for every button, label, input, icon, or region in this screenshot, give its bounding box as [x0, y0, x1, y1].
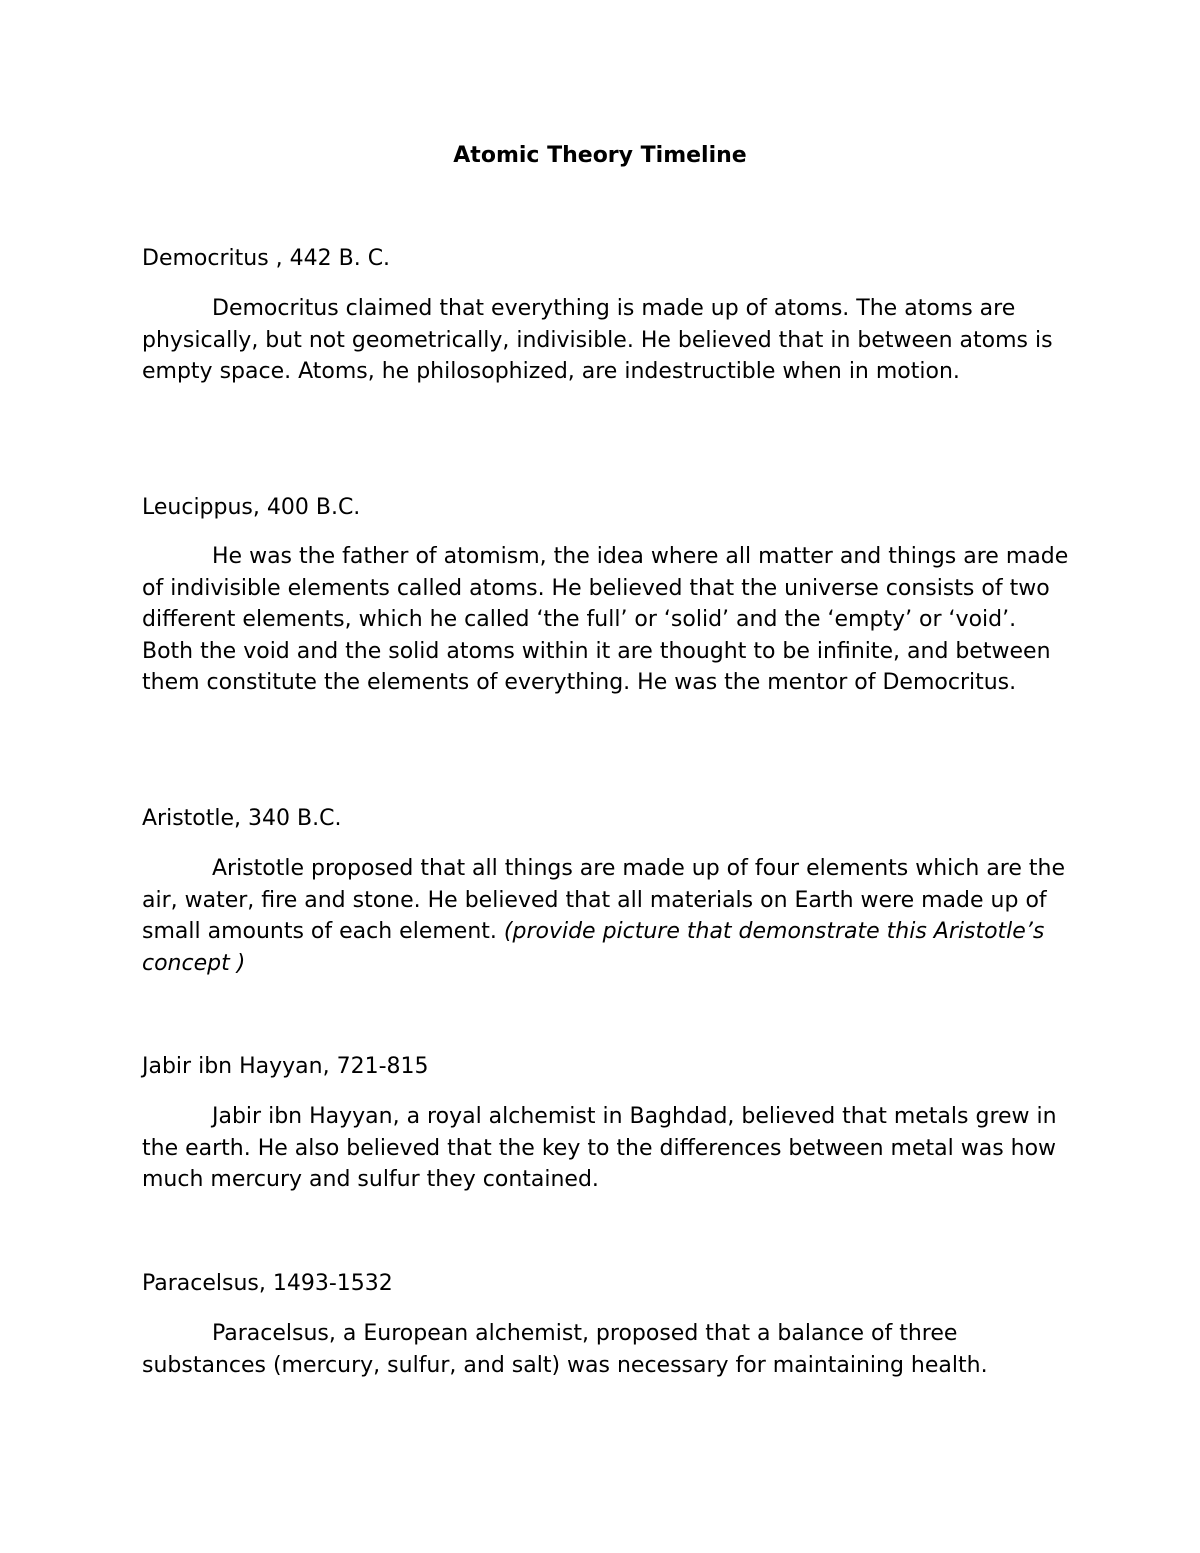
entry-body-paracelsus: Paracelsus, a European alchemist, proposed that a balance of three substances (mercury, sulfur, and salt) was necessary for maintaining health.: [142, 1321, 988, 1378]
entry-body-leucippus: He was the father of atomism, the idea where all matter and things are made of indivisible elements called atoms. He believed that the universe consists of two different elements, which he called ‘the full’ or ‘solid’ and the ‘empty’ or ‘void’. Both the void and the solid atoms within it are thought to be infinite, and between them constitute the elements of everything. He was the mentor of Democritus.: [142, 544, 1069, 695]
entry-heading-aristotle: Aristotle, 340 B.C.: [142, 806, 342, 831]
entry-heading-leucippus: Leucippus, 400 B.C.: [142, 495, 361, 520]
entry-body-jabir-ibn-hayyan: Jabir ibn Hayyan, a royal alchemist in Baghdad, believed that metals grew in the earth. He also believed that the key to the differences between metal was how much mercury and sulfur they contained.: [142, 1104, 1057, 1192]
entry-heading-democritus: Democritus , 442 B. C.: [142, 246, 391, 271]
entry-body-aristotle: [142, 853, 1072, 979]
entry-heading-jabir-ibn-hayyan: Jabir ibn Hayyan, 721-815: [142, 1054, 429, 1079]
picture-request-note: (provide picture that demonstrate this Aristotle’s concept ): [142, 919, 1045, 976]
document-title: Atomic Theory Timeline: [453, 143, 747, 168]
entry-body-aristotle-text: Aristotle proposed that all things are made up of four elements which are the air, water, fire and stone. He believed that all materials on Earth were made up of small amounts of each element.: [142, 856, 1065, 944]
entry-heading-paracelsus: Paracelsus, 1493-1532: [142, 1271, 393, 1296]
entry-body-democritus: Democritus claimed that everything is made up of atoms. The atoms are physically, but not geometrically, indivisible. He believed that in between atoms is empty space. Atoms, he philosophized, are indestructible when in motion.: [142, 296, 1053, 384]
